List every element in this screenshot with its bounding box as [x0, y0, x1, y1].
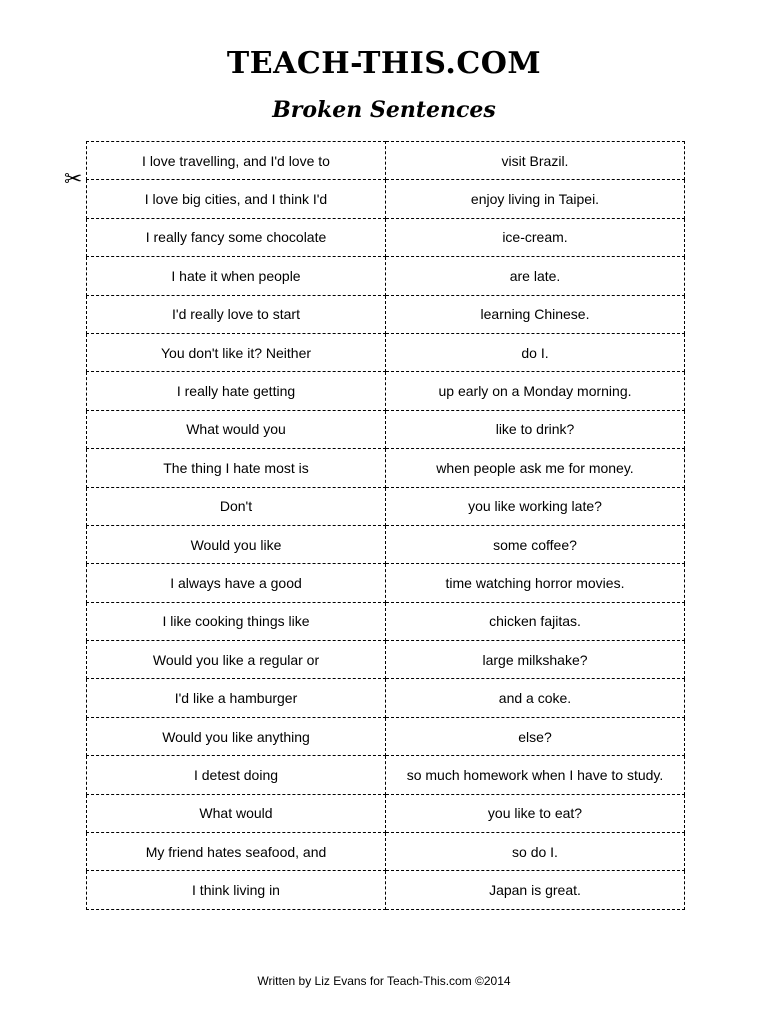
sentence-start-cell: I hate it when people [87, 257, 386, 295]
sentence-start-cell: What would you [87, 410, 386, 448]
sentence-table [86, 141, 685, 910]
sentence-start-cell: Don't [87, 487, 386, 525]
table-row [87, 333, 685, 371]
sentence-start-cell: Would you like [87, 525, 386, 563]
sentence-end-cell: visit Brazil. [386, 142, 685, 180]
sentence-end-cell: up early on a Monday morning. [386, 372, 685, 410]
sentence-end-cell: and a coke. [386, 679, 685, 717]
table-row [87, 794, 685, 832]
table-row [87, 257, 685, 295]
sentence-start-cell: You don't like it? Neither [87, 333, 386, 371]
sentence-end-cell: you like to eat? [386, 794, 685, 832]
sentence-start-cell: I love big cities, and I think I'd [87, 180, 386, 218]
table-row [87, 449, 685, 487]
sentence-start-cell: My friend hates seafood, and [87, 833, 386, 871]
sentence-end-cell: when people ask me for money. [386, 449, 685, 487]
table-row [87, 833, 685, 871]
sentence-start-cell: I love travelling, and I'd love to [87, 142, 386, 180]
sentence-start-cell: I detest doing [87, 756, 386, 794]
sentence-start-cell: I like cooking things like [87, 602, 386, 640]
sentence-table-wrap [86, 141, 682, 910]
sentence-start-cell: I think living in [87, 871, 386, 909]
sentence-table-body [87, 142, 685, 910]
table-row [87, 487, 685, 525]
sentence-start-cell: I'd really love to start [87, 295, 386, 333]
table-row [87, 180, 685, 218]
sentence-end-cell: so much homework when I have to study. [386, 756, 685, 794]
table-row [87, 410, 685, 448]
sentence-end-cell: like to drink? [386, 410, 685, 448]
table-row [87, 142, 685, 180]
table-row [87, 871, 685, 909]
footer-credit: Written by Liz Evans for Teach-This.com ©2014 [257, 974, 511, 988]
sentence-end-cell: enjoy living in Taipei. [386, 180, 685, 218]
sentence-end-cell: else? [386, 717, 685, 755]
sentence-end-cell: ice-cream. [386, 218, 685, 256]
table-row [87, 602, 685, 640]
sentence-end-cell: chicken fajitas. [386, 602, 685, 640]
sentence-start-cell: I really hate getting [87, 372, 386, 410]
sentence-start-cell: Would you like a regular or [87, 641, 386, 679]
table-row [87, 372, 685, 410]
sentence-end-cell: large milkshake? [386, 641, 685, 679]
sentence-end-cell: do I. [386, 333, 685, 371]
table-row [87, 679, 685, 717]
table-row [87, 525, 685, 563]
table-row [87, 641, 685, 679]
table-row [87, 756, 685, 794]
table-row [87, 218, 685, 256]
sentence-end-cell: learning Chinese. [386, 295, 685, 333]
sentence-start-cell: I always have a good [87, 564, 386, 602]
sentence-start-cell: What would [87, 794, 386, 832]
sentence-end-cell: you like working late? [386, 487, 685, 525]
table-row [87, 295, 685, 333]
sentence-end-cell: time watching horror movies. [386, 564, 685, 602]
site-title: TEACH-THIS.COM [226, 46, 542, 81]
sentence-end-cell: are late. [386, 257, 685, 295]
table-row [87, 717, 685, 755]
sentence-end-cell: Japan is great. [386, 871, 685, 909]
sentence-start-cell: I really fancy some chocolate [87, 218, 386, 256]
scissors-icon: ✂ [64, 167, 83, 192]
sentence-start-cell: Would you like anything [87, 717, 386, 755]
worksheet-subtitle: Broken Sentences [272, 97, 496, 123]
sentence-start-cell: I'd like a hamburger [87, 679, 386, 717]
sentence-end-cell: some coffee? [386, 525, 685, 563]
sentence-start-cell: The thing I hate most is [87, 449, 386, 487]
sentence-end-cell: so do I. [386, 833, 685, 871]
table-row [87, 564, 685, 602]
